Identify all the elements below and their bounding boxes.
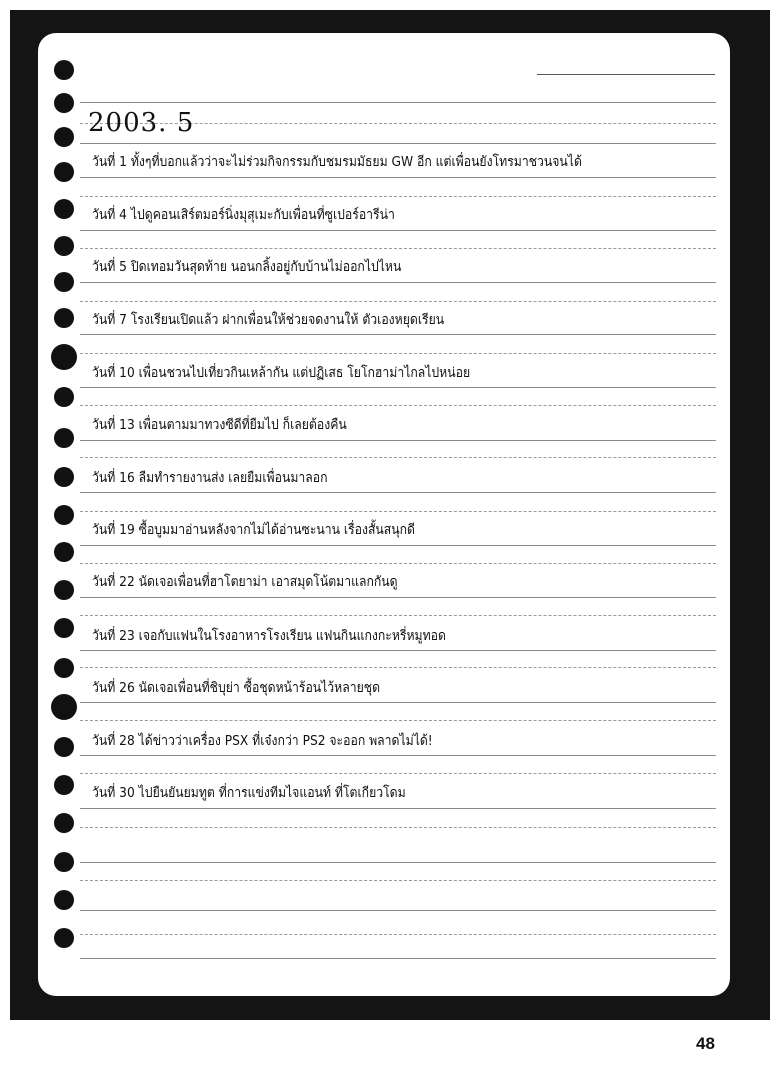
diary-entry: วันที่ 26 นัดเจอเพื่อนที่ชิบุย่า ซื้อชุดหน้าร้อนไว้หลายชุด [92, 680, 381, 696]
ruled-line-faint [80, 353, 716, 354]
binder-hole [54, 852, 74, 872]
binder-hole [54, 580, 74, 600]
binder-hole [54, 93, 74, 113]
diary-entry: วันที่ 28 ได้ข่าวว่าเครื่อง PSX ที่เจ๋งกว่า PS2 จะออก พลาดไม่ได้! [92, 733, 433, 749]
ruled-line [80, 545, 716, 546]
diary-entry: วันที่ 19 ซื้อบูมมาอ่านหลังจากไม่ได้อ่านซะนาน เรื่องสั้นสนุกดี [92, 522, 415, 538]
ruled-line [80, 862, 716, 863]
ruled-line [80, 230, 716, 231]
binder-hole [54, 308, 74, 328]
binder-hole [54, 505, 74, 525]
ruled-line-faint [80, 615, 716, 616]
binder-hole [51, 694, 77, 720]
ruled-line [80, 808, 716, 809]
binder-hole [54, 775, 74, 795]
diary-entry: วันที่ 7 โรงเรียนเปิดแล้ว ฝากเพื่อนให้ช่วยจดงานให้ ตัวเองหยุดเรียน [92, 312, 445, 328]
ruled-line-faint [80, 196, 716, 197]
ruled-line [80, 910, 716, 911]
diary-entry: วันที่ 10 เพื่อนชวนไปเที่ยวกินเหล้ากัน แต่ปฏิเสธ โยโกฮาม่าไกลไปหน่อย [92, 365, 471, 381]
ruled-line [80, 702, 716, 703]
binder-hole [54, 618, 74, 638]
ruled-line [80, 102, 716, 103]
ruled-line-faint [80, 301, 716, 302]
binder-hole [54, 236, 74, 256]
diary-entry: วันที่ 22 นัดเจอเพื่อนที่ฮาโตยาม่า เอาสมุดโน้ตมาแลกกันดู [92, 574, 398, 590]
ruled-line-faint [80, 773, 716, 774]
binder-hole [54, 890, 74, 910]
ruled-line-faint [80, 827, 716, 828]
diary-entry: วันที่ 16 ลืมทำรายงานส่ง เลยยืมเพื่อนมาลอก [92, 470, 328, 486]
binder-hole [54, 272, 74, 292]
diary-entry: วันที่ 5 ปิดเทอมวันสุดท้าย นอนกลิ้งอยู่กับบ้านไม่ออกไปไหน [92, 259, 402, 275]
binder-hole [54, 467, 74, 487]
binder-hole [54, 60, 74, 80]
ruled-line [80, 177, 716, 178]
ruled-line [80, 440, 716, 441]
ruled-line-faint [80, 457, 716, 458]
diary-entry: วันที่ 30 ไปยืนยันยมทูต ที่การแข่งทีมไจแอนท์ ที่โตเกียวโดม [92, 785, 406, 801]
month-heading: 2003. 5 [88, 108, 195, 138]
diary-entry: วันที่ 4 ไปดูคอนเสิร์ตมอร์นิ่งมุสุเมะกับเพื่อนที่ซูเปอร์อารีน่า [92, 207, 395, 223]
ruled-line [80, 650, 716, 651]
date-line [537, 74, 715, 75]
binder-hole [54, 162, 74, 182]
ruled-line-faint [80, 880, 716, 881]
ruled-line-faint [80, 405, 716, 406]
binder-hole [54, 928, 74, 948]
ruled-line [80, 755, 716, 756]
binder-hole [54, 127, 74, 147]
ruled-line-faint [80, 667, 716, 668]
diary-entry: วันที่ 13 เพื่อนตามมาทวงซีดีที่ยืมไป ก็เลยต้องคืน [92, 417, 347, 433]
binder-hole [54, 737, 74, 757]
ruled-line-faint [80, 720, 716, 721]
diary-entry: วันที่ 1 ทั้งๆที่บอกแล้วว่าจะไม่ร่วมกิจกรรมกับชมรมมัธยม GW อีก แต่เพื่อนยังโทรมาชวนจนได้ [92, 154, 582, 170]
ruled-line [80, 282, 716, 283]
binder-hole [51, 344, 77, 370]
ruled-line [80, 387, 716, 388]
ruled-line-faint [80, 563, 716, 564]
binder-hole [54, 542, 74, 562]
binder-hole [54, 199, 74, 219]
binder-hole [54, 428, 74, 448]
ruled-line-faint [80, 511, 716, 512]
ruled-line [80, 958, 716, 959]
ruled-line [80, 597, 716, 598]
binder-hole [54, 387, 74, 407]
ruled-line-faint [80, 248, 716, 249]
ruled-line-faint [80, 934, 716, 935]
ruled-line [80, 334, 716, 335]
diary-entry: วันที่ 23 เจอกับแฟนในโรงอาหารโรงเรียน แฟนกินแกงกะหรี่หมูทอด [92, 628, 446, 644]
binder-hole [54, 658, 74, 678]
page-number: 48 [696, 1034, 715, 1053]
binder-hole [54, 813, 74, 833]
ruled-line [80, 492, 716, 493]
ruled-line [80, 143, 716, 144]
